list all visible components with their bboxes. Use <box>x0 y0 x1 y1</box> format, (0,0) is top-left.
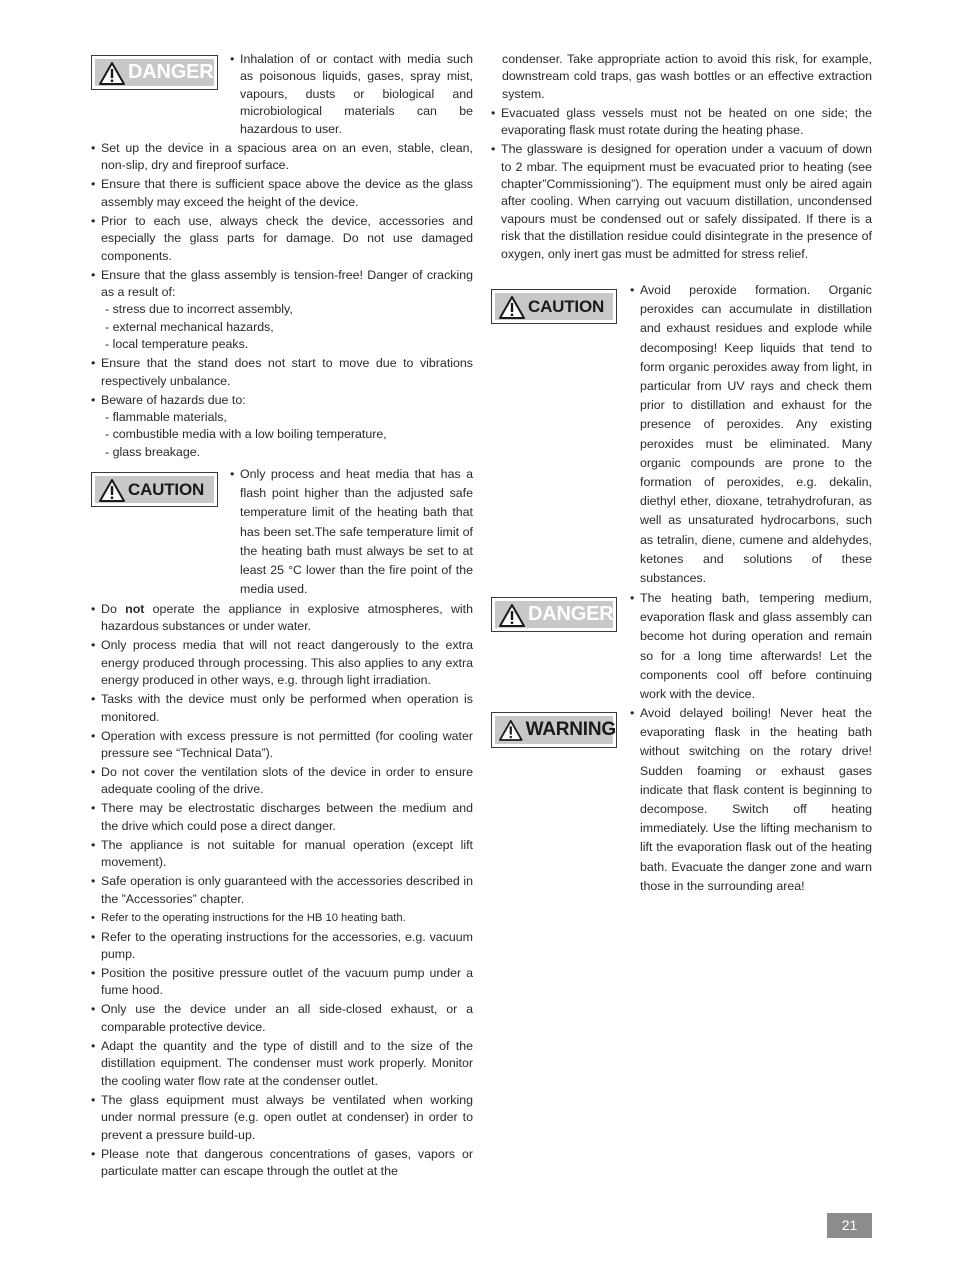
list-item: • Avoid delayed boiling! Never heat the evaporating flask in the heating bath without switching on the rotary drive! Sudden foaming or exhaust gases indicate that flask content is beginning to decompose. Switch off heating immediately. Use the lifting mechanism to lift the evaporation flask out of the heating bath. Evacuate the danger zone and warn those in the surrounding area! <box>630 706 872 893</box>
danger-label: DANGER <box>528 602 614 625</box>
list-item: • Only process and heat media that has a flash point higher than the adjusted safe temperature limit of the heating bath that has been set.The safe temperature limit of the heating bath must always be set to at least 25 °C lower than the fire point of the media used. <box>230 467 473 597</box>
list-item: • Prior to each use, always check the device, accessories and especially the glass parts for damage. Do not use damaged components. <box>91 213 473 263</box>
list-item: • Adapt the quantity and the type of distill and to the size of the distillation equipment. The condenser must work properly. Monitor the cooling water flow rate at the condenser outlet. <box>91 1038 473 1088</box>
list-item: • The glass equipment must always be ventilated when working under normal pressure (e.g. open outlet at condenser) in order to prevent a pressure build-up. <box>91 1092 473 1142</box>
warning-label: WARNING <box>525 719 616 741</box>
list-item: • Operation with excess pressure is not permitted (for cooling water pressure see “Technical Data”). <box>91 728 473 761</box>
list-item: • Please note that dangerous concentrations of gases, vapors or particulate matter can escape through the outlet at the <box>91 1146 473 1178</box>
warning-triangle-icon <box>99 61 125 85</box>
warning-triangle-icon <box>499 718 523 742</box>
list-item: • Beware of hazards due to: - flammable materials, - combustible media with a low boiling temperature, - glass breakage. <box>91 392 387 459</box>
warning-triangle-icon <box>99 478 125 502</box>
warning-triangle-icon <box>499 295 525 319</box>
continued-paragraph: condenser. Take appropriate action to avoid this risk, for example, downstream cold traps, gas wash bottles or an effective extraction system. <box>502 52 872 101</box>
list-item: • The appliance is not suitable for manual operation (except lift movement). <box>91 837 473 870</box>
list-item: • Avoid peroxide formation. Organic peroxides can accumulate in distillation and exhaust residues and explode while decomposing! Keep liquids that tend to form organic peroxides away from light, in particular from UV rays and check them prior to distillation and exhaust for the presence of peroxides. Any existing peroxides must be eliminated. Many organic compounds are prone to the formation of peroxides, e.g. dekalin, diethyl ether, dioxane, tetrahydrofuran, as well as unsaturated hydrocarbons, such as tetralin, diene, cumene and aldehydes, ketones and solutions of these substances. <box>630 283 872 586</box>
danger-badge <box>491 597 617 632</box>
danger-badge <box>91 55 218 90</box>
list-item: • There may be electrostatic discharges between the medium and the drive which could pose a direct danger. <box>91 801 473 833</box>
caution-badge <box>91 472 218 507</box>
danger-label: DANGER <box>128 60 214 83</box>
list-item: • Refer to the operating instructions for the HB 10 heating bath. <box>91 911 406 924</box>
list-item: • The heating bath, tempering medium, evaporation flask and glass assembly can become hot during operation and remain so for a long time afterwards! Let the components cool off before continuing work with the device. <box>630 591 872 702</box>
list-item: • Safe operation is only guaranteed with the accessories described in the ”Accessories” chapter. <box>91 874 473 906</box>
list-item: • Do not cover the ventilation slots of the device in order to ensure adequate cooling of the drive. <box>91 765 473 797</box>
list-item: • Ensure that the glass assembly is tension-free! Danger of cracking as a result of: - stress due to incorrect assembly, - external mechanical hazards, - local temperature peaks. <box>91 267 473 352</box>
list-item: • Only use the device under an all side-closed exhaust, or a comparable protective device. <box>91 1002 473 1034</box>
list-item: • Tasks with the device must only be performed when operation is monitored. <box>91 692 473 724</box>
warning-triangle-icon <box>499 603 525 627</box>
list-item: • Position the positive pressure outlet of the vacuum pump under a fume hood. <box>91 966 473 998</box>
list-item: • The glassware is designed for operation under a vacuum of down to 2 mbar. The equipment must be evacuated prior to heating (see chapter”Commissioning”). The equipment must only be aired again after cooling. When carrying out vacuum distillation, uncondensed vapours must be condensed out or safely dissipated. If there is a risk that the distillation residue could disintegrate in the presence of oxygen, only inert gas must be admitted for stress relief. <box>491 142 872 261</box>
page-number: 21 <box>827 1213 872 1238</box>
caution-badge <box>491 289 617 324</box>
list-item: • Refer to the operating instructions for the accessories, e.g. vacuum pump. <box>91 929 473 962</box>
list-item: • Only process media that will not react dangerously to the extra energy produced through processing. This also applies to any extra energy produced in other ways, e.g. through light irradiation. <box>91 638 473 688</box>
list-item: • Ensure that the stand does not start to move due to vibrations respectively unbalance. <box>91 356 473 388</box>
list-item: • Inhalation of or contact with media such as poisonous liquids, gases, spray mist, vapours, dusts or biological and microbiological materials can be hazardous to user. <box>230 52 473 136</box>
caution-label: CAUTION <box>528 296 605 316</box>
warning-badge <box>491 712 617 748</box>
list-item: • Evacuated glass vessels must not be heated on one side; the evaporating flask must rotate during the heating phase. <box>491 105 872 138</box>
caution-label: CAUTION <box>128 479 205 499</box>
list-item: • Do not operate the appliance in explosive atmospheres, with hazardous substances or under water. <box>91 602 473 634</box>
list-item: • Set up the device in a spacious area on an even, stable, clean, non-slip, dry and fireproof surface. <box>91 141 473 173</box>
list-item: • Ensure that there is sufficient space above the device as the glass assembly may exceed the height of the device. <box>91 177 473 209</box>
